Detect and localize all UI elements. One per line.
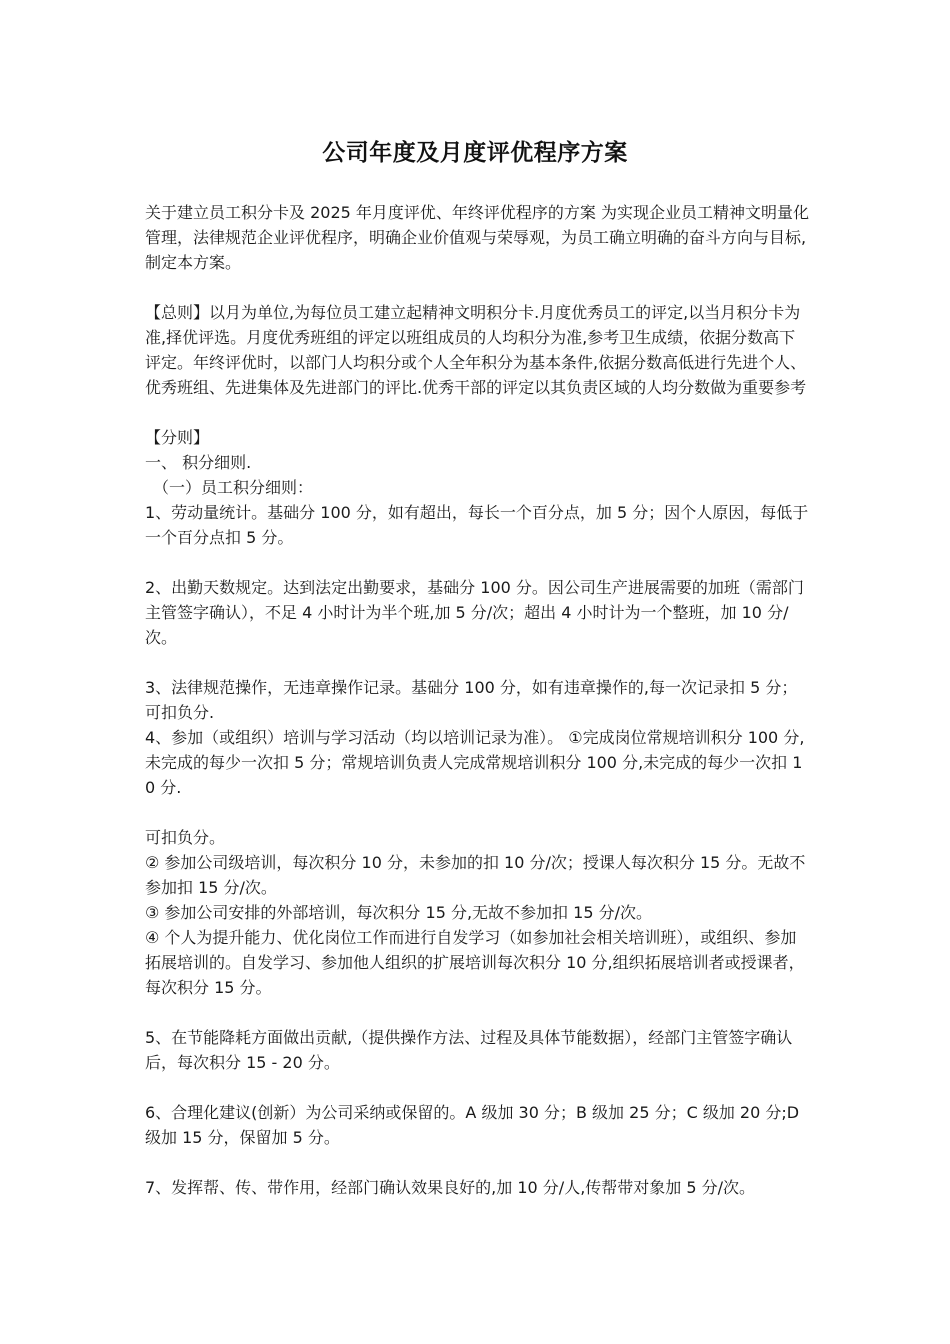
rule-item-4-note: 可扣负分。 [145,828,226,847]
rule-item-5: 5、在节能降耗方面做出贡献,（提供操作方法、过程及具体节能数据），经部门主管签字确认后，每次积分 15 - 20 分。 [145,1028,793,1072]
paragraph-spacer [145,800,810,825]
detail-rules-heading: 【分则】 [145,428,210,447]
rule-item-4-d: ④ 个人为提升能力、优化岗位工作而进行自发学习（如参加社会相关培训班），或组织、参加拓展培训的。自发学习、参加他人组织的扩展培训每次积分 10 分,组织拓展培训者或授课者，每次积分 15 分。 [145,928,805,997]
document-title: 公司年度及月度评优程序方案 [322,140,628,166]
rule-item-2: 2、出勤天数规定。达到法定出勤要求，基础分 100 分。因公司生产进展需要的加班（需部门主管签字确认），不足 4 小时计为半个班,加 5 分/次；超出 4 小时计为一个整班，加 10 分/次。 [145,578,804,647]
rule-item-4-c: ③ 参加公司安排的外部培训，每次积分 15 分,无故不参加扣 15 分/次。 [145,903,652,922]
rule-item-3: 3、法律规范操作，无违章操作记录。基础分 100 分，如有违章操作的,每一次记录扣 5 分；可扣负分. [145,678,798,722]
paragraph-spacer [145,1075,810,1100]
rule-item-1: 1、劳动量统计。基础分 100 分，如有超出，每长一个百分点，加 5 分；因个人原因，每低于一个百分点扣 5 分。 [145,503,809,547]
rule-item-4-b: ② 参加公司级培训，每次积分 10 分，未参加的扣 10 分/次；授课人每次积分 15 分。无故不参加扣 15 分/次。 [145,853,806,897]
rule-item-4: 4、参加（或组织）培训与学习活动（均以培训记录为准）。 ①完成岗位常规培训积分 100 分,未完成的每少一次扣 5 分；常规培训负责人完成常规培训积分 100 分,未完成的每少一次扣 10 分. [145,728,805,797]
intro-paragraph: 关于建立员工积分卡及 2025 年月度评优、年终评优程序的方案 为实现企业员工精神文明量化管理，法律规范企业评优程序，明确企业价值观与荣辱观，为员工确立明确的奋斗方向与目标,制定本方案。 [145,203,809,272]
rule-item-6: 6、合理化建议(创新）为公司采纳或保留的。A 级加 30 分；B 级加 25 分；C 级加 20 分;D 级加 15 分，保留加 5 分。 [145,1103,800,1147]
paragraph-spacer [145,550,810,575]
rule-item-7: 7、发挥帮、传、带作用，经部门确认效果良好的,加 10 分/人,传帮带对象加 5 分/次。 [145,1178,756,1197]
paragraph-spacer [145,400,810,425]
paragraph-spacer [145,1000,810,1025]
paragraph-spacer [145,1150,810,1175]
general-rules-paragraph: 【总则】以月为单位,为每位员工建立起精神文明积分卡.月度优秀员工的评定,以当月积分卡为准,择优评选。月度优秀班组的评定以班组成员的人均积分为准,参考卫生成绩，依据分数高下评定。年终评优时，以部门人均积分或个人全年积分为基本条件,依据分数高低进行先进个人、优秀班组、先进集体及先进部门的评比.优秀干部的评定以其负责区域的人均分数做为重要参考 [145,303,807,397]
document-body [145,200,810,1200]
paragraph-spacer [145,650,810,675]
section-one-heading: 一、 积分细则. [145,453,252,472]
subsection-one-heading: （一）员工积分细则： [153,478,314,497]
paragraph-spacer [145,275,810,300]
